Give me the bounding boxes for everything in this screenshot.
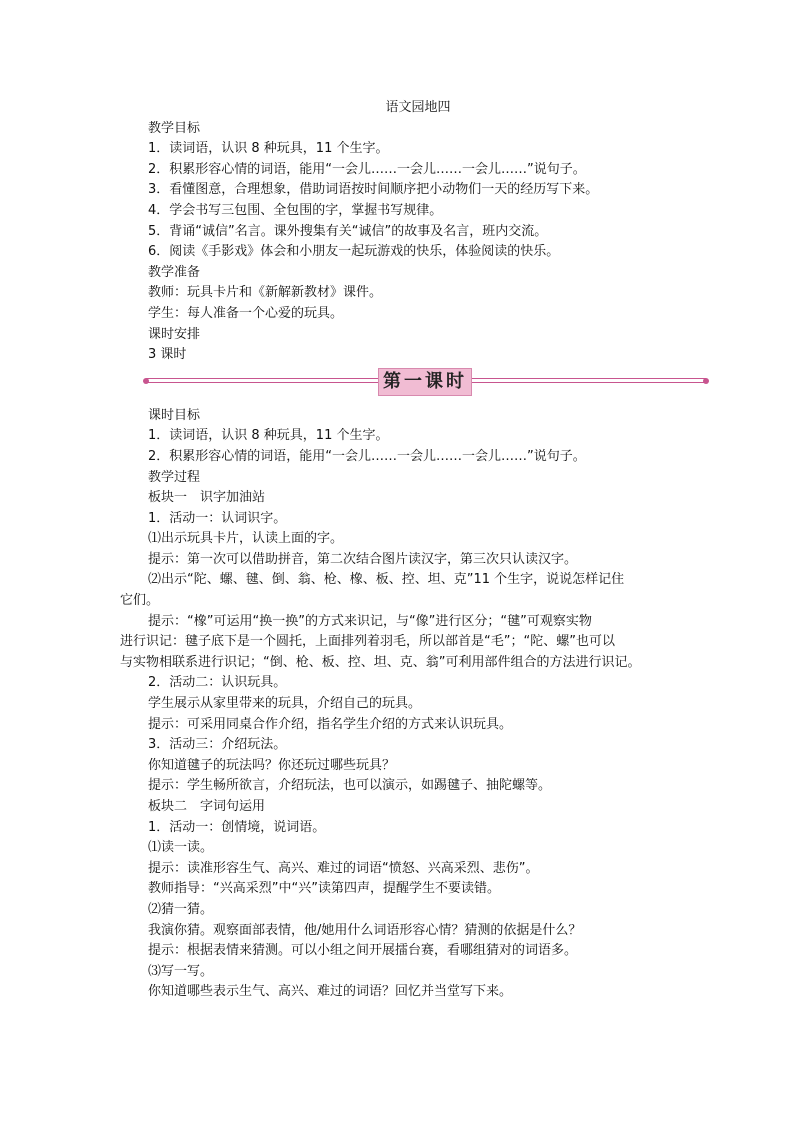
prep-item: 教师：玩具卡片和《新解新教材》课件。 [148,285,383,301]
banner-label: 第一课时 [378,368,472,396]
tip-text: 提示：可采用同桌合作介绍，指名学生介绍的方式来认识玩具。 [148,716,513,732]
document-title: 语文园地四 [385,100,451,115]
lesson-goal-item: 2．积累形容心情的词语，能用“一会儿……一会儿……一会儿……”说句子。 [148,448,586,464]
step-text: 学生展示从家里带来的玩具，介绍自己的玩具。 [148,696,422,712]
activity-heading: 1．活动一：创情境，说词语。 [148,819,326,835]
goal-item: 2．积累形容心情的词语，能用“一会儿……一会儿……一会儿……”说句子。 [148,161,586,177]
goal-item: 3．看懂图意，合理想象，借助词语按时间顺序把小动物们一天的经历写下来。 [148,182,599,198]
schedule-value: 3 课时 [148,347,187,363]
section-heading-process: 教学过程 [148,469,201,485]
question-text: 我演你猜。观察面部表情，他/她用什么词语形容心情？猜测的依据是什么？ [148,922,582,938]
tip-text: 提示：读准形容生气、高兴、难过的词语“愤怒、兴高采烈、悲伤”。 [148,860,539,876]
question-text: 你知道哪些表示生气、高兴、难过的词语？回忆并当堂写下来。 [148,984,513,1000]
activity-heading: 3．活动三：介绍玩法。 [148,737,287,753]
activity-heading: 2．活动二：认识玩具。 [148,675,287,691]
tip-text-continued: 与实物相联系进行识记；“倒、枪、板、控、坦、克、翁”可利用部件组合的方法进行识记。 [120,654,641,670]
prep-item: 学生：每人准备一个心爱的玩具。 [148,305,344,321]
activity-heading: 1．活动一：认词识字。 [148,510,287,526]
lesson-banner [146,370,688,400]
step-text: ⑴读一读。 [148,840,214,856]
tip-text: 提示：第一次可以借助拼音，第二次结合图片读汉字，第三次只认读汉字。 [148,551,578,567]
step-text: ⑵猜一猜。 [148,901,214,917]
document-body [120,98,688,1003]
goal-item: 4．学会书写三包围、全包围的字，掌握书写规律。 [148,202,443,218]
step-text: ⑵出示“陀、螺、毽、倒、翁、枪、橡、板、控、坦、克”11 个生字，说说怎样记住 [148,572,625,588]
step-text-continued: 它们。 [120,593,160,609]
step-text: ⑶写一写。 [148,963,214,979]
step-text: ⑴出示玩具卡片，认读上面的字。 [148,531,344,547]
goal-item: 5．背诵“诚信”名言。课外搜集有关“诚信”的故事及名言，班内交流。 [148,223,548,239]
section-heading-lesson-goals: 课时目标 [148,407,201,423]
lesson-goal-item: 1．读词语，认识 8 种玩具，11 个生字。 [148,428,389,444]
block-heading: 板块二 字词句运用 [148,799,266,814]
tip-text: 提示：学生畅所欲言，介绍玩法，也可以演示，如踢毽子、抽陀螺等。 [148,778,552,794]
guide-text: 教师指导：“兴高采烈”中“兴”读第四声，提醒学生不要读错。 [148,881,500,897]
tip-text-continued: 进行识记：毽子底下是一个圆托，上面排列着羽毛，所以部首是“毛”；“陀、螺”也可以 [120,634,615,650]
tip-text: 提示：“橡”可运用“换一换”的方式来识记，与“像”进行区分；“毽”可观察实物 [148,613,592,629]
banner-dot [703,378,709,384]
banner-dot [143,378,149,384]
goal-item: 6．阅读《手影戏》体会和小朋友一起玩游戏的快乐，体验阅读的快乐。 [148,244,560,260]
question-text: 你知道毽子的玩法吗？你还玩过哪些玩具？ [148,757,396,773]
tip-text: 提示：根据表情来猜测。可以小组之间开展擂台赛，看哪组猜对的词语多。 [148,943,578,959]
section-heading-schedule: 课时安排 [148,326,201,342]
section-heading-goals: 教学目标 [148,120,201,136]
goal-item: 1．读词语，认识 8 种玩具，11 个生字。 [148,141,389,157]
block-heading: 板块一 识字加油站 [148,490,266,506]
section-heading-prep: 教学准备 [148,264,201,280]
